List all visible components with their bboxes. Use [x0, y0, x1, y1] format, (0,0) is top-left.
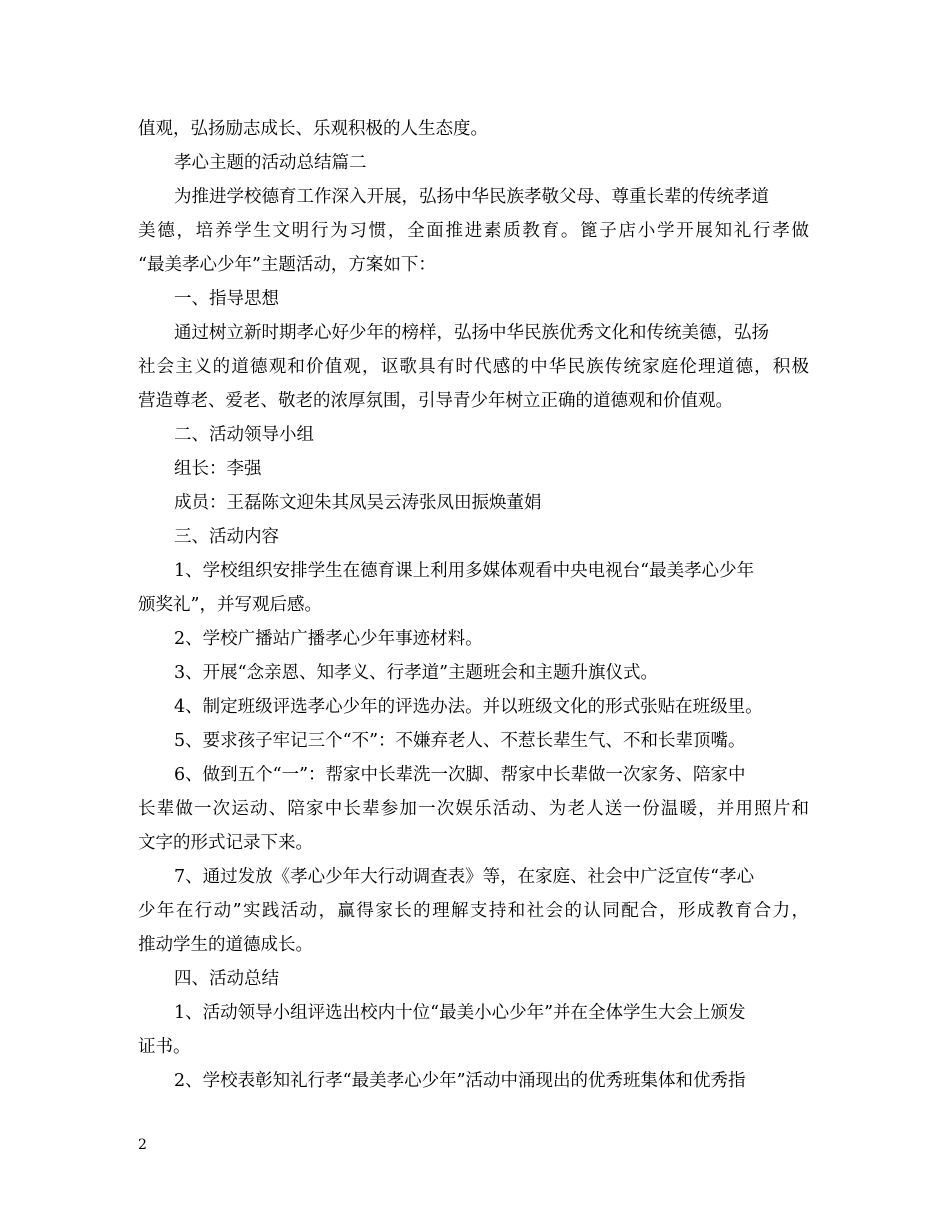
- heading-guiding-ideology: 一、指导思想: [174, 289, 279, 309]
- text-line: 1、活动领导小组评选出校内十位“最美小心少年”并在全体学生大会上颁发: [174, 1003, 746, 1023]
- text-line: 营造尊老、爱老、敬老的浓厚氛围，引导青少年树立正确的道德观和价值观。: [138, 391, 733, 411]
- text-line: 2、学校广播站广播孝心少年事迹材料。: [174, 629, 483, 649]
- text-line: 长辈做一次运动、陪家中长辈参加一次娱乐活动、为老人送一份温暖，并用照片和: [138, 799, 809, 819]
- heading-activity-content: 三、活动内容: [174, 527, 279, 547]
- section-title: 孝心主题的活动总结篇二: [174, 153, 367, 173]
- text-line: 少年在行动”实践活动，赢得家长的理解支持和社会的认同配合，形成教育合力，: [138, 901, 809, 921]
- text-line: 成员：王磊陈文迎朱其凤吴云涛张凤田振焕董娟: [174, 493, 542, 513]
- text-line: 5、要求孩子牢记三个“不”：不嫌弃老人、不惹长辈生气、不和长辈顶嘴。: [174, 731, 746, 751]
- text-line: 美德，培养学生文明行为习惯，全面推进素质教育。篦子店小学开展知礼行孝做: [138, 221, 809, 241]
- text-line: 6、做到五个“一”：帮家中长辈洗一次脚、帮家中长辈做一次家务、陪家中: [174, 765, 746, 785]
- text-line: “最美孝心少年”主题活动，方案如下：: [138, 255, 436, 275]
- text-line: 1、学校组织安排学生在德育课上利用多媒体观看中央电视台“最美孝心少年: [174, 561, 755, 581]
- text-line: 颁奖礼”，并写观后感。: [138, 595, 322, 615]
- page-number: 2: [138, 1137, 147, 1153]
- text-line: 值观，弘扬励志成长、乐观积极的人生态度。: [138, 119, 488, 139]
- text-line: 7、通过发放《孝心少年大行动调查表》等，在家庭、社会中广泛宣传“孝心: [174, 867, 755, 887]
- text-line: 组长：李强: [174, 459, 262, 479]
- heading-leadership-group: 二、活动领导小组: [174, 425, 314, 445]
- text-line: 证书。: [138, 1037, 191, 1057]
- text-line: 社会主义的道德观和价值观，讴歌具有时代感的中华民族传统家庭伦理道德，积极: [138, 357, 809, 377]
- heading-activity-summary: 四、活动总结: [174, 969, 279, 989]
- text-line: 通过树立新时期孝心好少年的榜样，弘扬中华民族优秀文化和传统美德，弘扬: [174, 323, 769, 343]
- text-line: 为推进学校德育工作深入开展，弘扬中华民族孝敬父母、尊重长辈的传统孝道: [174, 187, 769, 207]
- text-line: 3、开展“念亲恩、知孝义、行孝道”主题班会和主题升旗仪式。: [174, 663, 659, 683]
- text-line: 4、制定班级评选孝心少年的评选办法。并以班级文化的形式张贴在班级里。: [174, 697, 763, 717]
- text-line: 推动学生的道德成长。: [138, 935, 313, 955]
- text-line: 文字的形式记录下来。: [138, 833, 313, 853]
- text-line: 2、学校表彰知礼行孝“最美孝心少年”活动中涌现出的优秀班集体和优秀指: [174, 1071, 746, 1091]
